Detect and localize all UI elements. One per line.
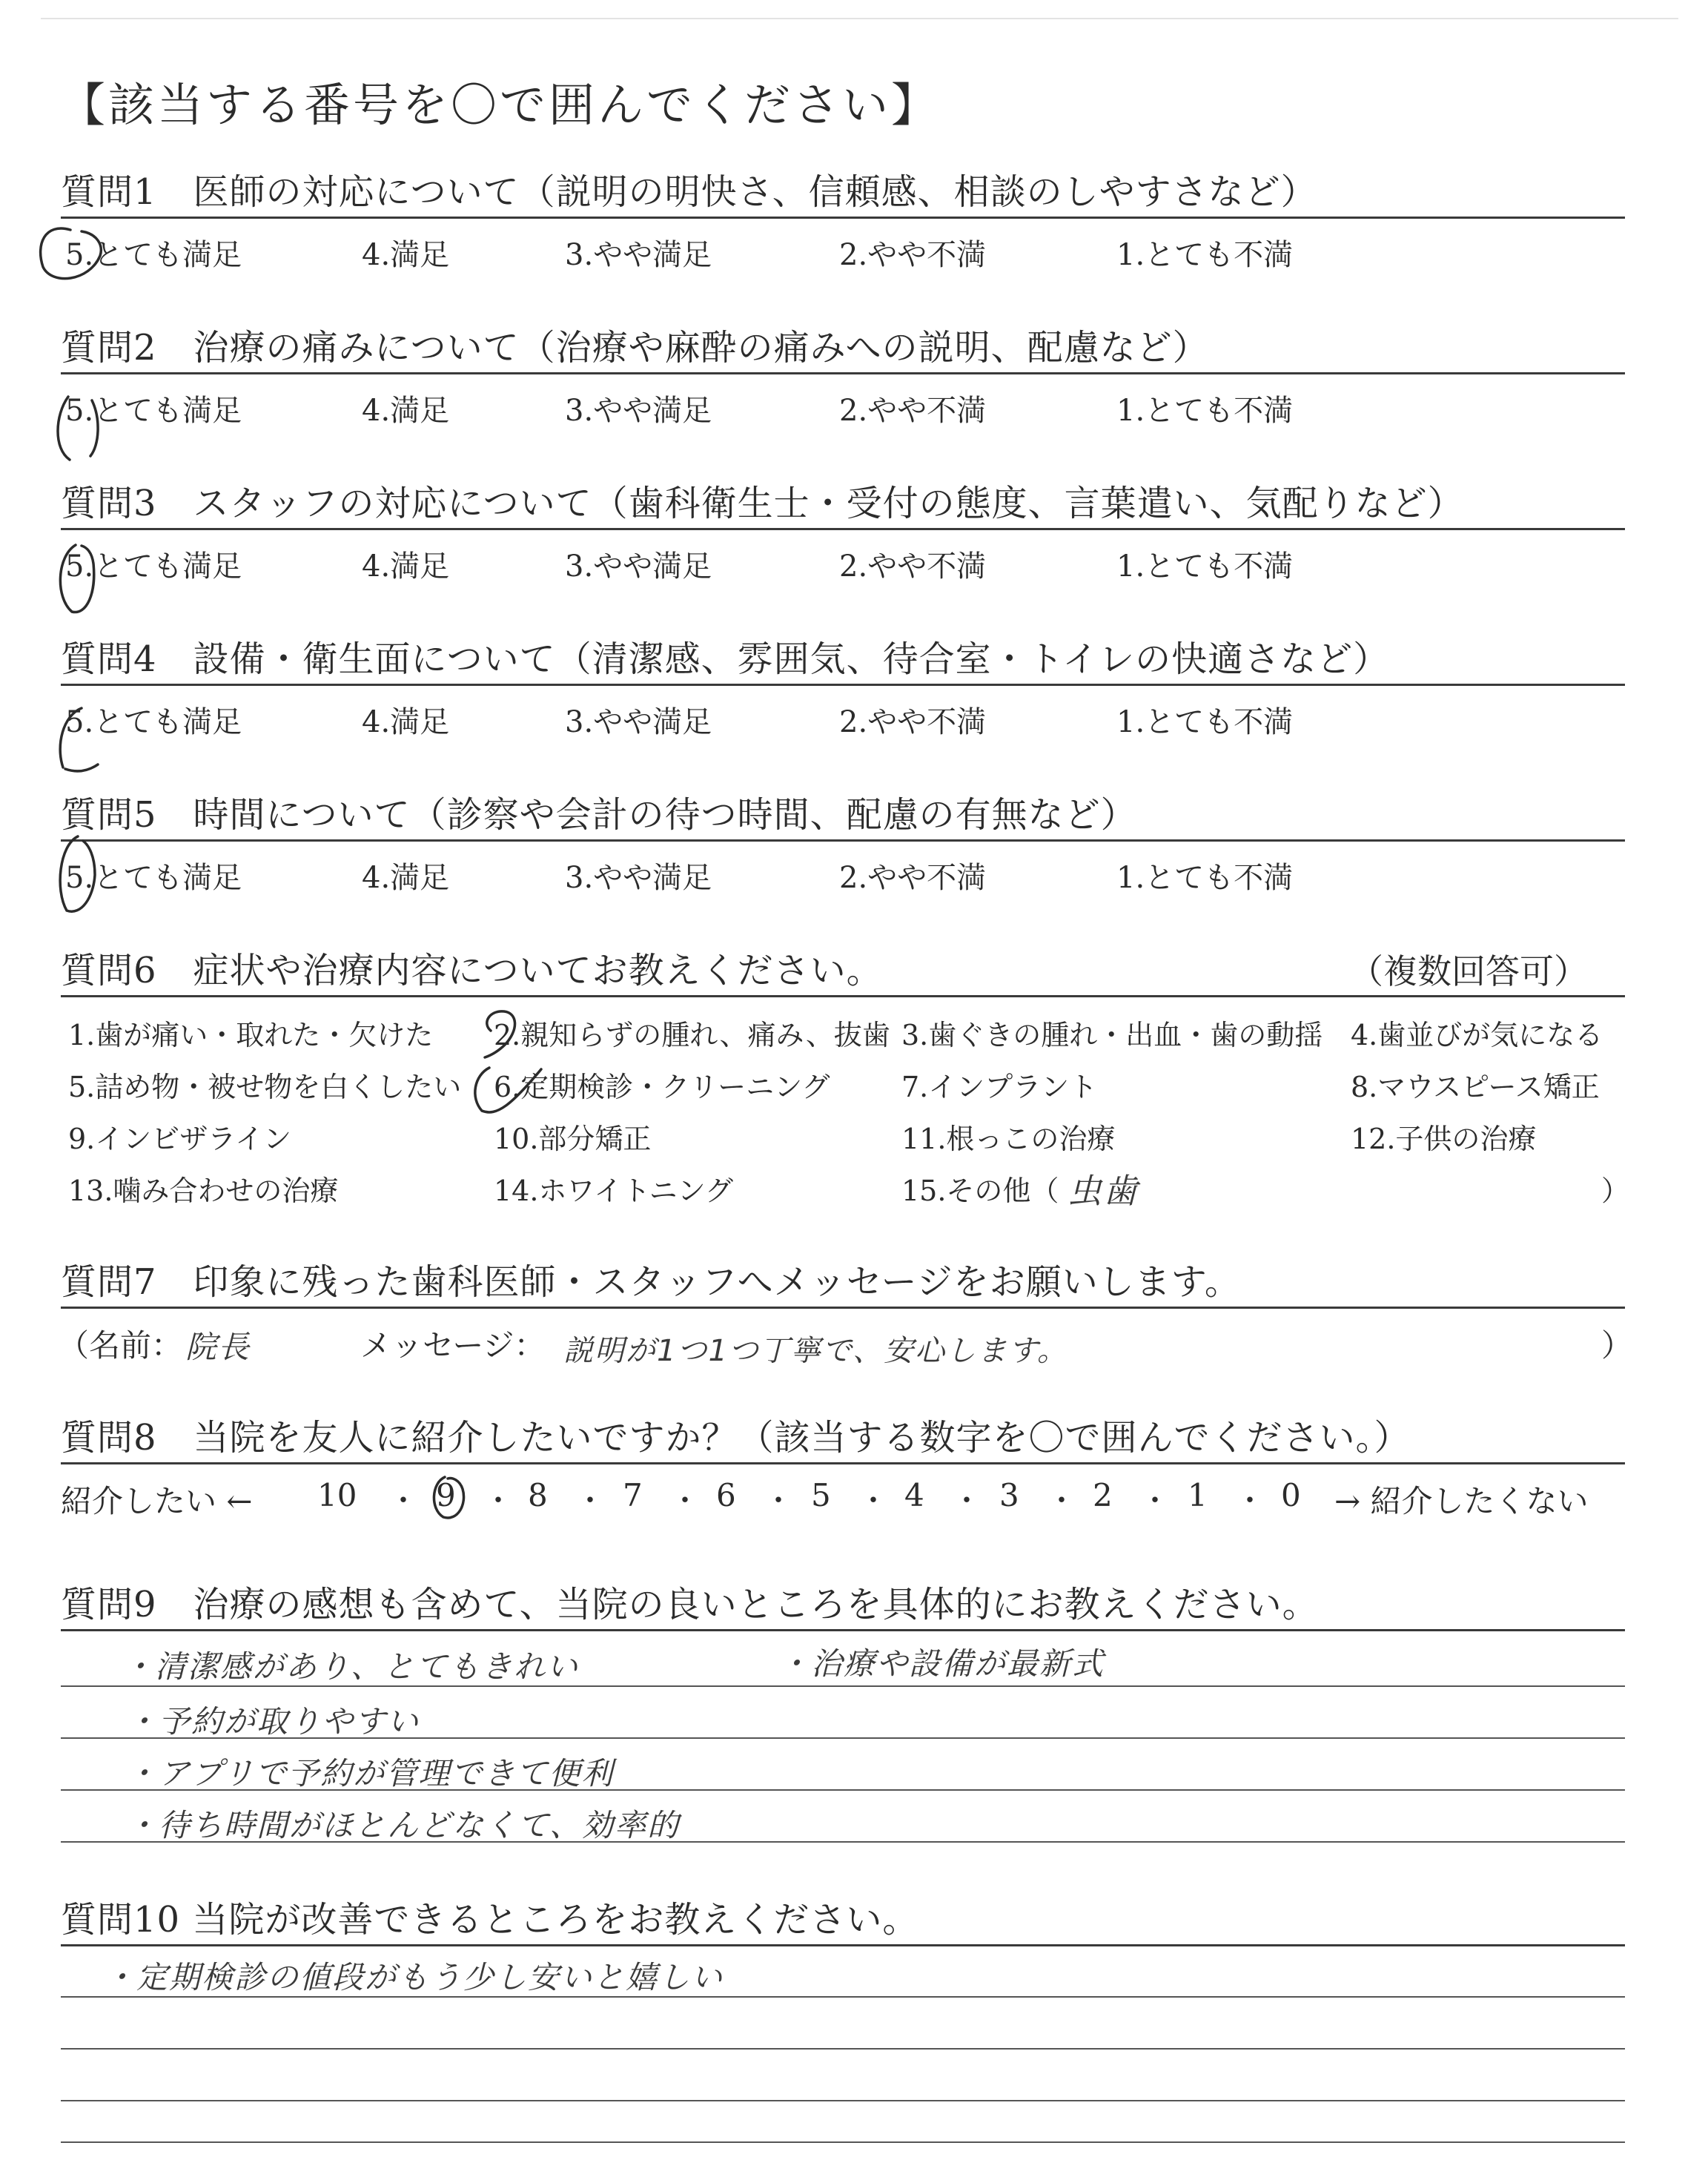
scale-separator: ・ xyxy=(1047,1484,1076,1518)
answer-text: ・アプリで予約が管理できて便利 xyxy=(126,1755,615,1791)
option-2[interactable]: 2.やや不満 xyxy=(839,549,987,584)
option-4[interactable]: 4.満足 xyxy=(362,705,450,739)
page-title: 【該当する番号を〇で囲んでください】 xyxy=(59,78,941,132)
recommend-label: 紹介したい ← xyxy=(61,1483,253,1519)
selection-circle xyxy=(44,693,111,782)
other-handwritten: 虫歯 xyxy=(1068,1171,1139,1211)
option-4[interactable]: 4.満足 xyxy=(362,861,450,895)
scale-separator: ・ xyxy=(388,1484,418,1518)
scale-8[interactable]: 8 xyxy=(528,1477,548,1513)
question-heading: 質問7 印象に残った歯科医師・スタッフへメッセージをお願いします。 xyxy=(61,1261,1241,1303)
question-heading: 質問4 設備・衛生面について（清潔感、雰囲気、待合室・トイレの快適さなど） xyxy=(61,638,1390,680)
question-heading: 質問9 治療の感想も含めて、当院の良いところを具体的にお教えください。 xyxy=(61,1584,1319,1625)
scale-2[interactable]: 2 xyxy=(1093,1477,1113,1513)
close-paren: ） xyxy=(1601,1327,1633,1364)
question-heading: 質問1 医師の対応について（説明の明快さ、信頼感、相談のしやすさなど） xyxy=(61,171,1317,213)
symptom-option[interactable]: 3.歯ぐきの腫れ・出血・歯の動揺 xyxy=(901,1019,1323,1051)
answer-text: ・定期検診の値段がもう少し安いと嬉しい xyxy=(104,1959,724,1995)
scale-6[interactable]: 6 xyxy=(716,1477,736,1513)
option-2[interactable]: 2.やや不満 xyxy=(839,394,987,428)
divider xyxy=(61,217,1625,219)
option-1[interactable]: 1.とても不満 xyxy=(1116,394,1294,428)
divider xyxy=(61,1629,1625,1631)
option-4[interactable]: 4.満足 xyxy=(362,549,450,584)
option-5[interactable]: 5.とても満足 xyxy=(65,394,242,428)
answer-line xyxy=(61,2100,1625,2101)
option-3[interactable]: 3.やや満足 xyxy=(565,861,712,895)
option-2[interactable]: 2.やや不満 xyxy=(839,238,987,272)
scale-4[interactable]: 4 xyxy=(904,1477,924,1513)
selection-circle xyxy=(30,215,111,289)
option-3[interactable]: 3.やや満足 xyxy=(565,238,712,272)
scale-separator: ・ xyxy=(575,1484,605,1518)
scale-separator: ・ xyxy=(1235,1484,1265,1518)
option-3[interactable]: 3.やや満足 xyxy=(565,394,712,428)
scale-separator: ・ xyxy=(952,1484,982,1518)
option-2[interactable]: 2.やや不満 xyxy=(839,861,987,895)
multi-answer-note: （複数回答可） xyxy=(1349,951,1588,991)
divider xyxy=(61,1307,1625,1309)
selection-circle-6 xyxy=(460,1053,549,1120)
question-heading: 質問5 時間について（診察や会計の待つ時間、配慮の有無など） xyxy=(61,794,1137,836)
answer-text: ・待ち時間がほとんどなくて、効率的 xyxy=(126,1807,681,1843)
scale-0[interactable]: 0 xyxy=(1281,1477,1301,1513)
selection-circle xyxy=(47,382,114,471)
not-recommend-label: → 紹介したくない xyxy=(1334,1483,1589,1519)
symptom-option[interactable]: 8.マウスピース矯正 xyxy=(1351,1071,1600,1103)
answer-text: ・治療や設備が最新式 xyxy=(778,1645,1105,1682)
symptom-option[interactable]: 13.噛み合わせの治療 xyxy=(68,1175,339,1207)
symptom-option[interactable]: 4.歯並びが気になる xyxy=(1351,1019,1603,1051)
scale-1[interactable]: 1 xyxy=(1188,1477,1208,1513)
divider xyxy=(61,684,1625,686)
name-label: （名前： xyxy=(58,1327,183,1364)
option-5[interactable]: 5.とても満足 xyxy=(65,861,242,895)
other-close-paren: ） xyxy=(1601,1175,1630,1207)
symptom-option[interactable]: 14.ホワイトニング xyxy=(494,1175,734,1207)
selection-circle-2 xyxy=(474,1001,526,1060)
symptom-option-other[interactable]: 15.その他（ xyxy=(901,1175,1059,1207)
option-3[interactable]: 3.やや満足 xyxy=(565,705,712,739)
divider xyxy=(61,528,1625,530)
option-1[interactable]: 1.とても不満 xyxy=(1116,549,1294,584)
question-heading: 質問10 当院が改善できるところをお教えください。 xyxy=(61,1899,919,1941)
symptom-option[interactable]: 6.定期検診・クリーニング xyxy=(494,1071,830,1103)
scale-3[interactable]: 3 xyxy=(999,1477,1019,1513)
answer-line xyxy=(61,2048,1625,2050)
divider xyxy=(61,839,1625,842)
question-heading: 質問6 症状や治療内容についてお教えください。 xyxy=(61,950,883,991)
option-1[interactable]: 1.とても不満 xyxy=(1116,861,1294,895)
scale-10[interactable]: 10 xyxy=(317,1477,357,1513)
option-3[interactable]: 3.やや満足 xyxy=(565,549,712,584)
symptom-option[interactable]: 5.詰め物・被せ物を白くしたい xyxy=(68,1071,462,1103)
scale-separator: ・ xyxy=(858,1484,888,1518)
symptom-option[interactable]: 11.根っこの治療 xyxy=(901,1123,1116,1155)
symptom-option[interactable]: 1.歯が痛い・取れた・欠けた xyxy=(68,1019,434,1051)
divider xyxy=(61,995,1625,997)
top-border xyxy=(41,18,1678,19)
answer-text: ・清潔感があり、とてもきれい xyxy=(122,1648,580,1685)
scale-separator: ・ xyxy=(670,1484,700,1518)
symptom-option[interactable]: 7.インプラント xyxy=(901,1071,1098,1103)
question-heading: 質問8 当院を友人に紹介したいですか？（該当する数字を〇で囲んでください。） xyxy=(61,1417,1411,1459)
option-5[interactable]: 5.とても満足 xyxy=(65,705,242,739)
symptom-option[interactable]: 10.部分矯正 xyxy=(494,1123,652,1155)
option-5[interactable]: 5.とても満足 xyxy=(65,238,242,272)
option-2[interactable]: 2.やや不満 xyxy=(839,705,987,739)
divider xyxy=(61,1944,1625,1946)
scale-separator: ・ xyxy=(483,1484,513,1518)
option-4[interactable]: 4.満足 xyxy=(362,394,450,428)
symptom-option[interactable]: 2.親知らずの腫れ、痛み、抜歯 xyxy=(494,1019,890,1051)
message-value[interactable]: 説明が1つ1つ丁寧で、安心します。 xyxy=(563,1334,1068,1368)
scale-7[interactable]: 7 xyxy=(623,1477,643,1513)
selection-circle-9 xyxy=(423,1468,474,1527)
symptom-option[interactable]: 12.子供の治療 xyxy=(1351,1123,1537,1155)
question-heading: 質問3 スタッフの対応について（歯科衛生士・受付の態度、言葉遣い、気配りなど） xyxy=(61,483,1464,524)
scale-5[interactable]: 5 xyxy=(811,1477,831,1513)
message-label: メッセージ： xyxy=(360,1327,546,1364)
selection-circle xyxy=(46,534,113,623)
name-value[interactable]: 院長 xyxy=(185,1329,251,1365)
option-4[interactable]: 4.満足 xyxy=(362,238,450,272)
question-heading: 質問2 治療の痛みについて（治療や麻酔の痛みへの説明、配慮など） xyxy=(61,327,1209,369)
answer-text: ・予約が取りやすい xyxy=(126,1703,420,1740)
symptom-option[interactable]: 9.インビザライン xyxy=(68,1123,292,1155)
scale-9[interactable]: 9 xyxy=(436,1477,456,1513)
divider xyxy=(61,372,1625,374)
scale-separator: ・ xyxy=(764,1484,793,1518)
answer-line xyxy=(61,2141,1625,2143)
selection-circle xyxy=(44,823,111,919)
scale-separator: ・ xyxy=(1140,1484,1170,1518)
divider xyxy=(61,1462,1625,1464)
option-1[interactable]: 1.とても不満 xyxy=(1116,238,1294,272)
option-1[interactable]: 1.とても不満 xyxy=(1116,705,1294,739)
option-5[interactable]: 5.とても満足 xyxy=(65,549,242,584)
